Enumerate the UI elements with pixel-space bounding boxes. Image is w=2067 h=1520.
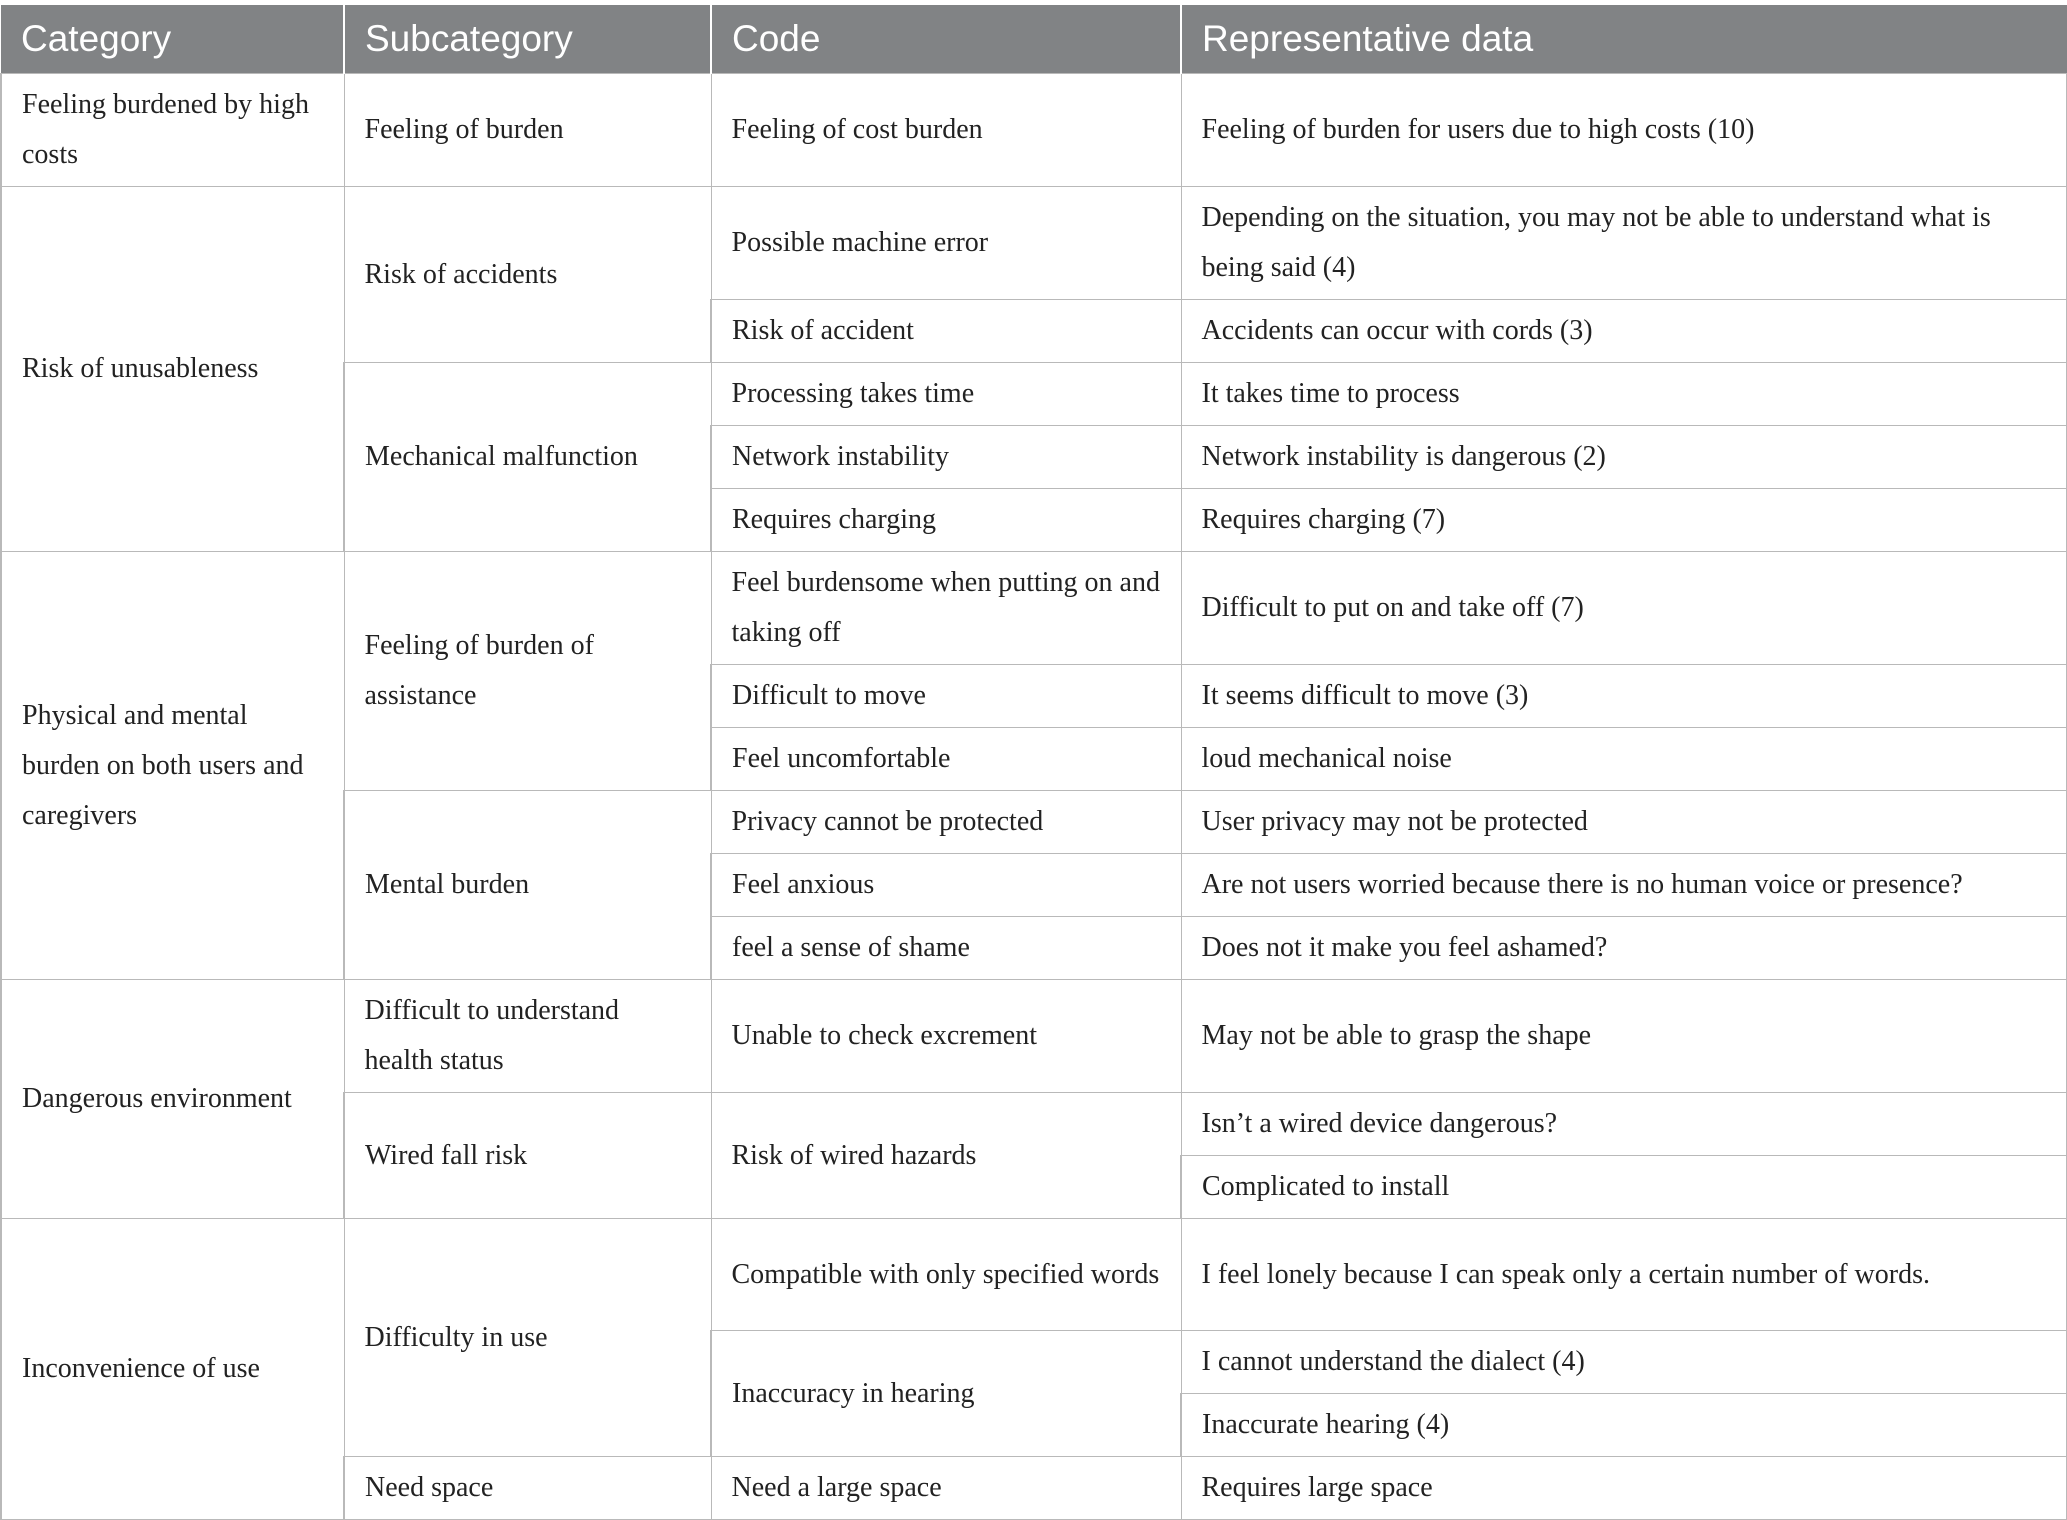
code-cell: Feel uncomfortable [711, 728, 1181, 791]
code-cell: Difficult to move [711, 665, 1181, 728]
subcategory-cell: Difficulty in use [344, 1219, 711, 1457]
header-category: Category [1, 5, 344, 74]
code-cell: Feel anxious [711, 854, 1181, 917]
data-cell: Complicated to install [1181, 1156, 2067, 1219]
code-cell: Processing takes time [711, 363, 1181, 426]
code-cell: Possible machine error [711, 187, 1181, 300]
header-code: Code [711, 5, 1181, 74]
header-representative-data: Representative data [1181, 5, 2067, 74]
data-cell: Are not users worried because there is no human voice or presence? [1181, 854, 2067, 917]
category-cell: Physical and mental burden on both users and caregivers [1, 552, 344, 980]
categories-table [0, 5, 2067, 1520]
table-row [1, 552, 2067, 665]
data-cell: Feeling of burden for users due to high costs (10) [1181, 74, 2067, 187]
table-row [1, 1219, 2067, 1331]
code-cell: Need a large space [711, 1457, 1181, 1520]
data-cell: Does not it make you feel ashamed? [1181, 917, 2067, 980]
code-cell: Feel burdensome when putting on and taking off [711, 552, 1181, 665]
subcategory-cell: Feeling of burden [344, 74, 711, 187]
code-cell: feel a sense of shame [711, 917, 1181, 980]
data-cell: I cannot understand the dialect (4) [1181, 1331, 2067, 1394]
header-subcategory: Subcategory [344, 5, 711, 74]
category-cell: Feeling burdened by high costs [1, 74, 344, 187]
subcategory-cell: Mental burden [344, 791, 711, 980]
subcategory-cell: Mechanical malfunction [344, 363, 711, 552]
data-cell: I feel lonely because I can speak only a certain number of words. [1181, 1219, 2067, 1331]
data-cell: Inaccurate hearing (4) [1181, 1394, 2067, 1457]
data-cell: User privacy may not be protected [1181, 791, 2067, 854]
code-cell: Risk of wired hazards [711, 1093, 1181, 1219]
subcategory-cell: Need space [344, 1457, 711, 1520]
data-cell: Requires charging (7) [1181, 489, 2067, 552]
data-cell: Isn’t a wired device dangerous? [1181, 1093, 2067, 1156]
data-cell: Network instability is dangerous (2) [1181, 426, 2067, 489]
data-cell: It seems difficult to move (3) [1181, 665, 2067, 728]
code-cell: Unable to check excrement [711, 980, 1181, 1093]
data-cell: It takes time to process [1181, 363, 2067, 426]
subcategory-cell: Feeling of burden of assistance [344, 552, 711, 791]
subcategory-cell: Wired fall risk [344, 1093, 711, 1219]
data-cell: May not be able to grasp the shape [1181, 980, 2067, 1093]
header-row [1, 5, 2067, 74]
table-row [1, 980, 2067, 1093]
table-row [1, 187, 2067, 300]
subcategory-cell: Difficult to understand health status [344, 980, 711, 1093]
data-cell: Difficult to put on and take off (7) [1181, 552, 2067, 665]
subcategory-cell: Risk of accidents [344, 187, 711, 363]
category-cell: Inconvenience of use [1, 1219, 344, 1520]
table-row [1, 74, 2067, 187]
data-cell: Requires large space [1181, 1457, 2067, 1520]
data-cell: Accidents can occur with cords (3) [1181, 300, 2067, 363]
code-cell: Feeling of cost burden [711, 74, 1181, 187]
code-cell: Inaccuracy in hearing [711, 1331, 1181, 1457]
data-cell: Depending on the situation, you may not be able to understand what is being said (4) [1181, 187, 2067, 300]
code-cell: Network instability [711, 426, 1181, 489]
category-cell: Dangerous environment [1, 980, 344, 1219]
data-cell: loud mechanical noise [1181, 728, 2067, 791]
category-cell: Risk of unusableness [1, 187, 344, 552]
code-cell: Privacy cannot be protected [711, 791, 1181, 854]
code-cell: Risk of accident [711, 300, 1181, 363]
code-cell: Requires charging [711, 489, 1181, 552]
code-cell: Compatible with only specified words [711, 1219, 1181, 1331]
